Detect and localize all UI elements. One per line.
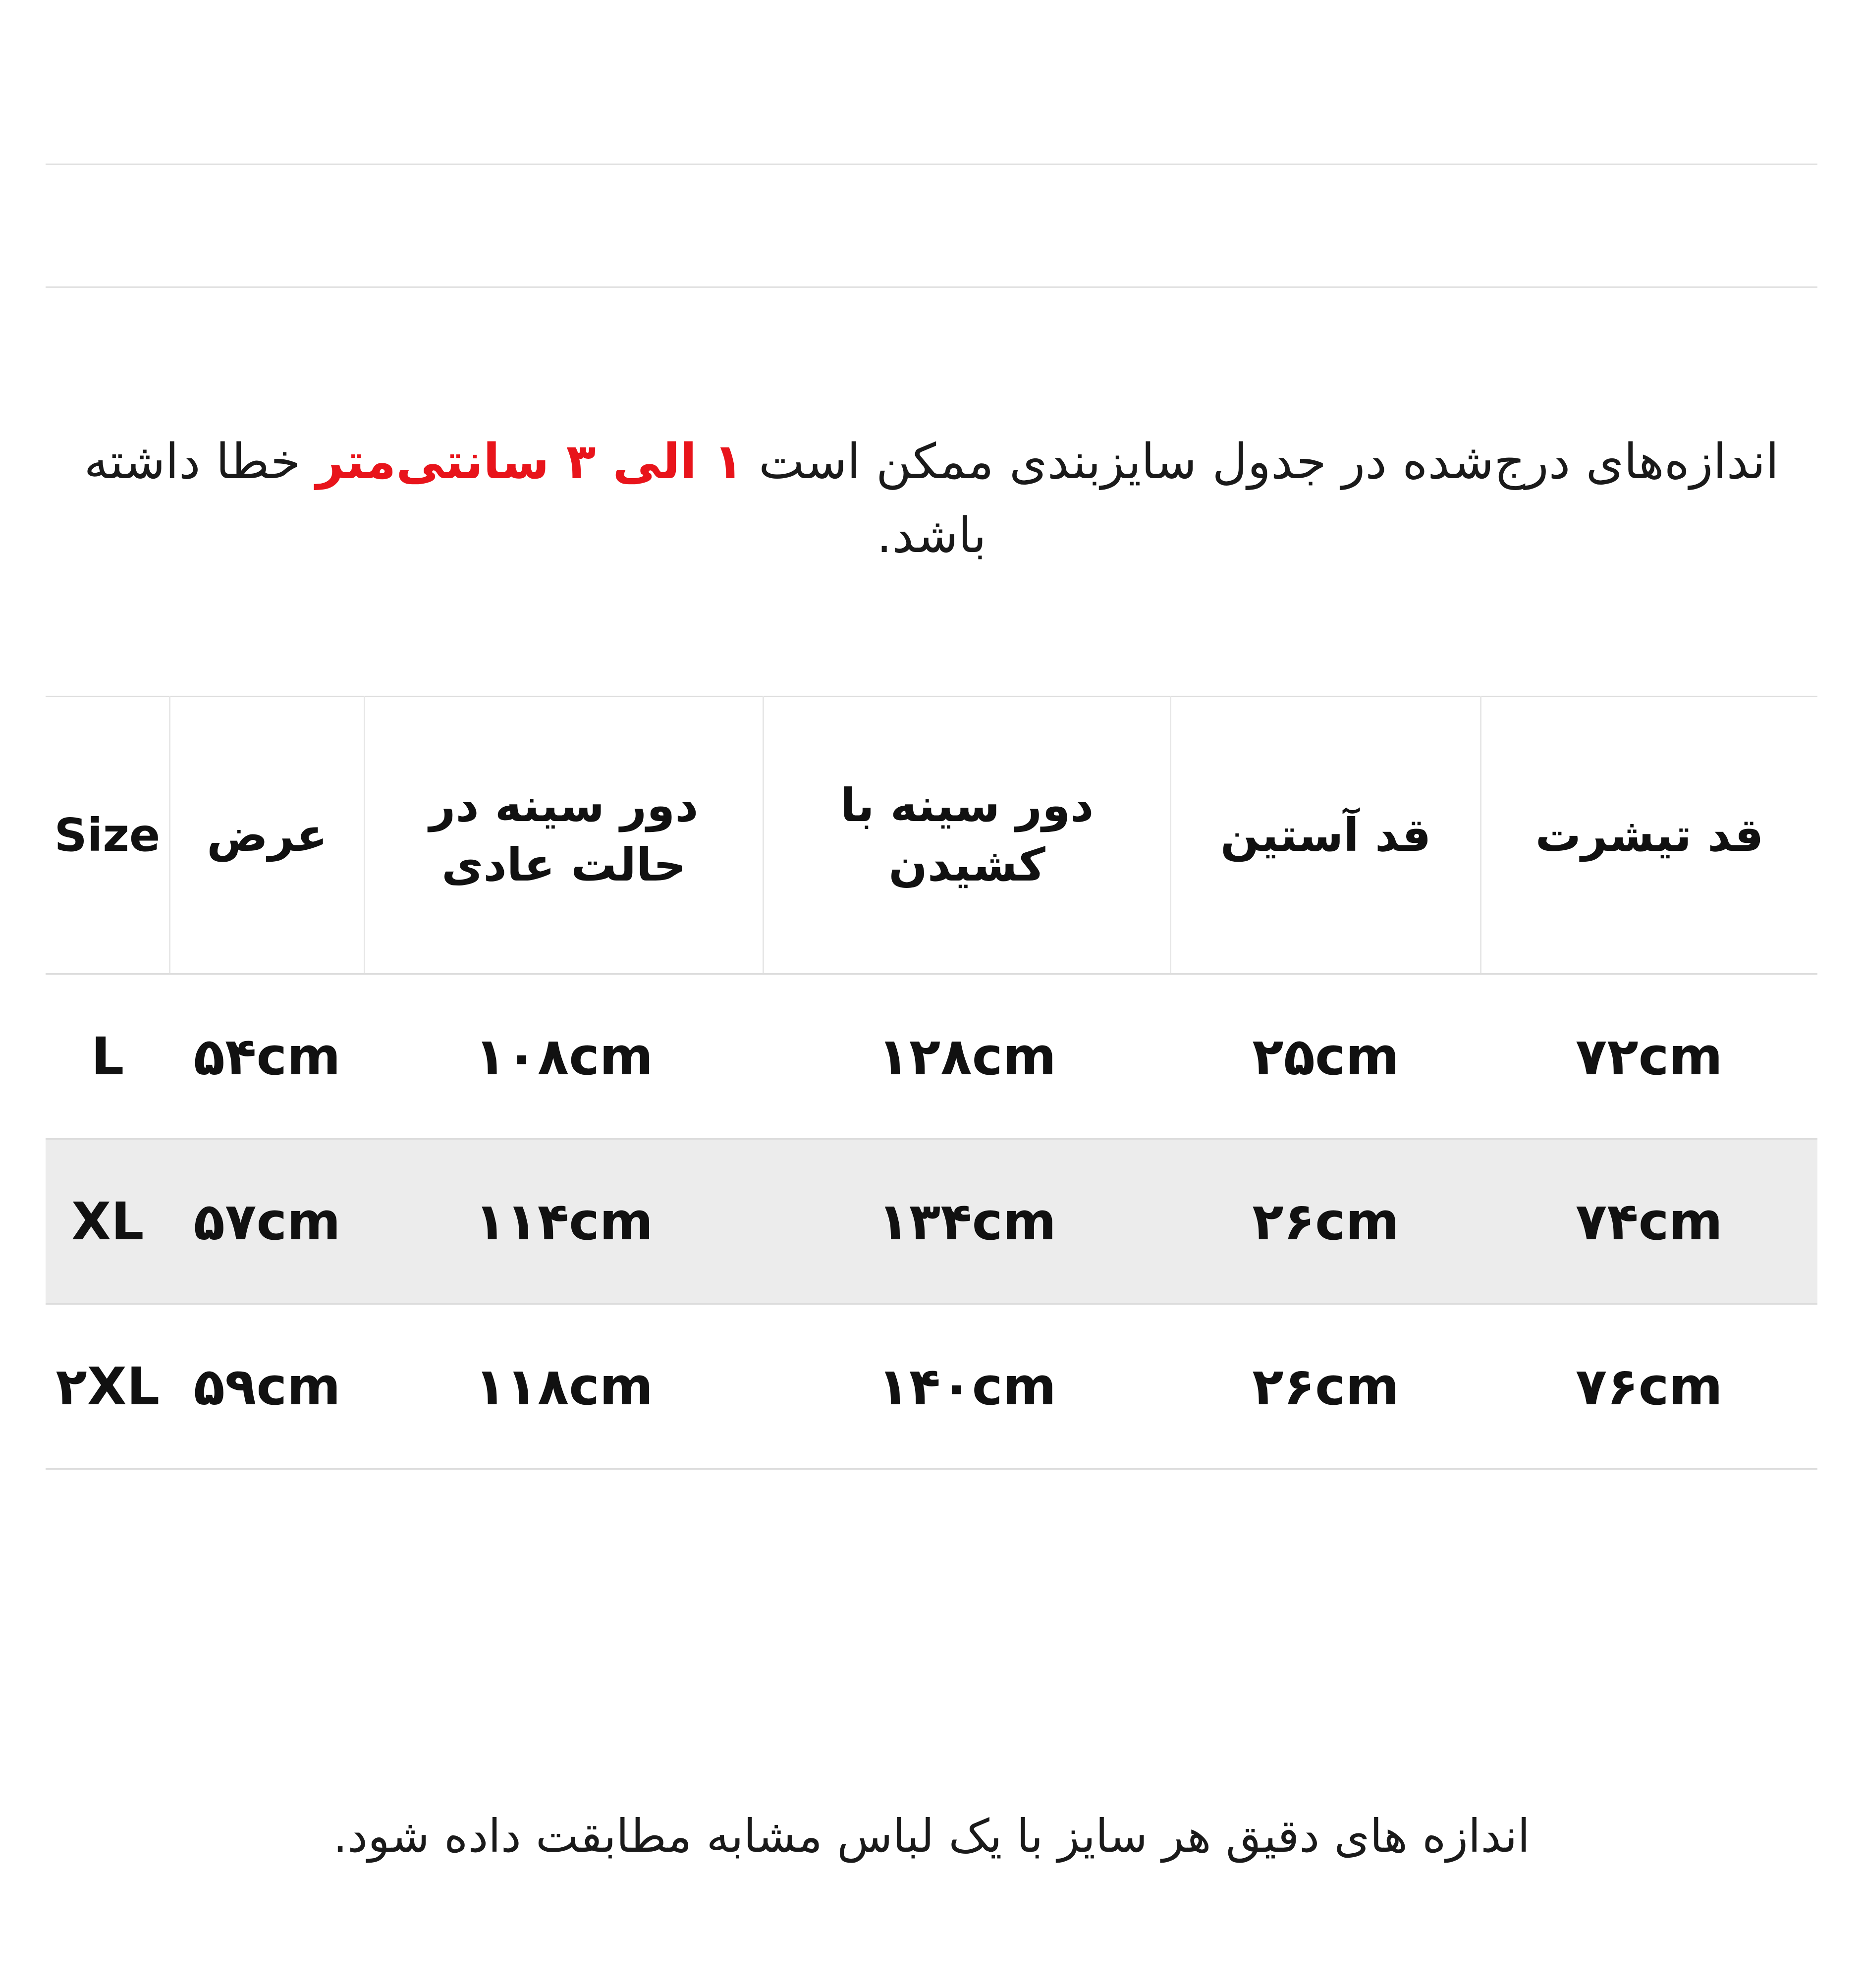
table-row [46,1304,1817,1469]
cell-sine-adi: ۱۰۸cm [365,974,764,1139]
measurement-comparison-note: اندازه های دقیق هر سایز با یک لباس مشابه مطابقت داده شود. [333,1810,1530,1863]
note-text-before: اندازه‌های درج‌شده در جدول سایزبندی ممکن است [743,434,1779,490]
note-highlight-tolerance: ۱ الی ۳ سانتی‌متر [316,434,743,490]
cell-qad-astin: ۲۶cm [1171,1304,1481,1469]
cell-arz: ۵۴cm [169,974,364,1139]
divider-second [46,286,1817,288]
cell-qad-tshirt: ۷۲cm [1481,974,1817,1139]
size-table-body [46,974,1817,1469]
cell-qad-astin: ۲۵cm [1171,974,1481,1139]
header-qad-astin: قد آستین [1171,697,1481,974]
header-sine-keshidan: دور سینه با کشیدن [763,697,1170,974]
cell-sine-keshidan: ۱۲۸cm [763,974,1170,1139]
cell-sine-adi: ۱۱۴cm [365,1139,764,1304]
divider-top [46,164,1817,165]
header-sine-adi: دور سینه در حالت عادی [365,697,764,974]
cell-sine-keshidan: ۱۳۴cm [763,1139,1170,1304]
cell-sine-keshidan: ۱۴۰cm [763,1304,1170,1469]
header-size: Size [46,697,169,974]
table-header-row [46,697,1817,974]
header-qad-tshirt: قد تیشرت [1481,697,1817,974]
cell-size: ۲XL [46,1304,169,1469]
size-table-container [46,696,1817,1470]
cell-arz: ۵۷cm [169,1139,364,1304]
cell-qad-astin: ۲۶cm [1171,1139,1481,1304]
header-arz: عرض [169,697,364,974]
cell-arz: ۵۹cm [169,1304,364,1469]
cell-size: L [46,974,169,1139]
cell-qad-tshirt: ۷۶cm [1481,1304,1817,1469]
cell-sine-adi: ۱۱۸cm [365,1304,764,1469]
size-table [46,696,1817,1470]
size-table-head [46,697,1817,974]
table-row [46,974,1817,1139]
note-text-after: خطا داشته باشد. [84,434,986,564]
cell-size: XL [46,1139,169,1304]
table-row [46,1139,1817,1304]
cell-qad-tshirt: ۷۴cm [1481,1139,1817,1304]
measurement-tolerance-note [46,425,1817,573]
